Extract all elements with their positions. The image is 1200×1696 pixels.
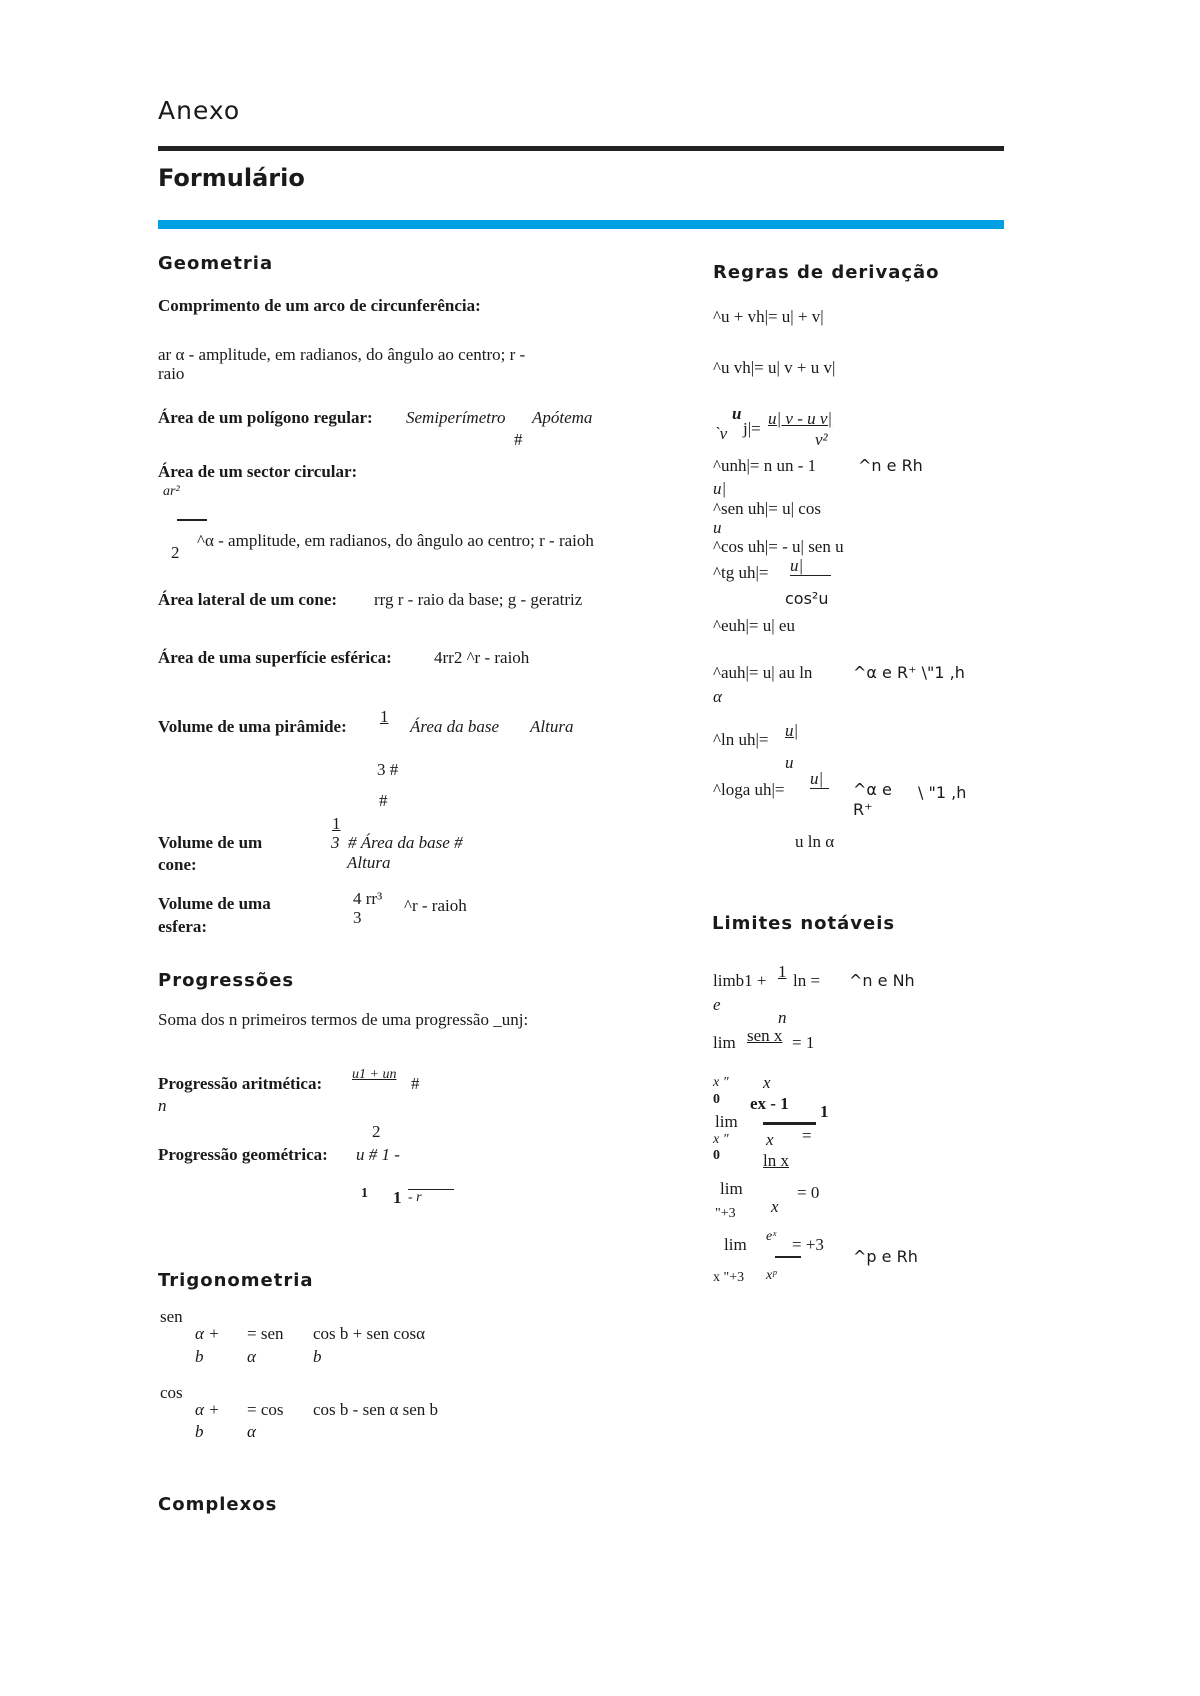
formula: ^u + vh|= u| + v| [713,307,824,326]
formula: 3 [353,908,362,927]
formula-label: Volume de uma pirâmide: [158,717,347,736]
formula: = cos [247,1400,284,1419]
formula: ^n e Nh [849,971,915,990]
formula: ^α e R⁺ \"1 ,h [853,663,965,682]
formula-label: Área de uma superfície esférica: [158,648,392,667]
formula: 1 [361,1186,368,1201]
formula: = sen [247,1324,284,1343]
formula: 1 [820,1102,829,1121]
formula: ar² [163,484,180,499]
section-heading: Limites notáveis [712,913,896,934]
formula: ^cos uh|= - u| sen u [713,537,844,556]
formula: α [713,687,722,706]
formula: eˣ [766,1229,777,1244]
formula: raio [158,364,185,383]
formula: 1 [380,707,389,726]
formula: ^n e Rh [858,456,923,475]
formula-label: Comprimento de um arco de circunferência: [158,296,481,315]
formula: 1 [778,962,787,981]
formula: 2 [372,1122,381,1141]
formula: ln x [763,1151,789,1170]
formula: j|= [743,419,761,438]
formula: e [713,995,721,1014]
formula: lim [724,1235,747,1254]
formula: # [379,791,388,810]
formula: = 0 [797,1183,820,1202]
formula-label: Progressão aritmética: [158,1074,323,1093]
formula: \ "1 ,h [918,783,967,802]
formula: α [247,1422,256,1441]
formula: b [195,1347,204,1366]
formula-label: cone: [158,855,197,874]
formula: # [514,430,523,449]
formula: `v [714,424,728,443]
formula: u [785,753,794,772]
formula: = [802,1126,812,1145]
formula: α [247,1347,256,1366]
formula: Apótema [532,408,593,427]
formula: u1 + un [352,1067,397,1082]
fraction-bar [177,519,207,521]
formula: v² [815,430,828,449]
section-heading: Geometria [158,253,274,274]
formula: ^euh|= u| eu [713,616,795,635]
formula: ^u vh|= u| v + u v| [713,358,836,377]
formula: rrg r - raio da base; g - geratriz [374,590,583,609]
formula: = +3 [792,1235,824,1254]
formula: lim [715,1112,738,1131]
formula: u| v - u v| [768,409,833,428]
accent-bar [158,220,1004,229]
formula: ^ln uh|= [713,730,769,749]
fraction-bar [775,1256,801,1258]
formula: sen [160,1307,183,1326]
formula-label: Área de um polígono regular: [158,408,373,427]
formula: Semiperímetro [406,408,506,427]
formula: xᵖ [766,1268,777,1283]
formula: cos b + sen cosα [313,1324,425,1343]
formula: u [713,518,722,537]
formula: n [778,1008,787,1027]
formula: 3 [331,833,340,852]
formula: u| [713,479,727,498]
formula: 1 [393,1188,402,1207]
formula: α + [195,1400,220,1419]
formula: sen x [747,1026,783,1045]
formula: x [763,1073,771,1092]
black-rule [158,146,1004,151]
formula-label: Área lateral de um cone: [158,590,338,609]
formula: x [766,1130,774,1149]
formula: n [158,1096,167,1115]
fraction-bar [763,1122,816,1125]
formula-label: Volume de um [158,833,263,852]
formula: 1 [332,814,341,833]
section-heading: Complexos [158,1494,278,1515]
formula: ^loga uh|= [713,780,785,799]
formula: Altura [347,853,391,872]
formula: cos²u [785,589,829,608]
formula: Altura [530,717,574,736]
formula: ex - 1 [750,1094,789,1113]
formula: - r [408,1189,454,1205]
formula: # [411,1074,420,1093]
formula: u| [785,721,799,740]
formula: x " [713,1132,729,1147]
formula: u # 1 - [356,1145,400,1164]
formula: ln = [793,971,821,990]
formula: u [732,404,742,423]
formula: ar α - amplitude, em radianos, do ângulo ao centro; r - [158,345,526,364]
formula: Área da base [410,717,500,736]
formula: limb1 + [713,971,767,990]
formula: ^auh|= u| au ln [713,663,813,682]
formula: # Área da base # [348,833,463,852]
section-heading: Regras de derivação [713,262,940,283]
formula: ^r - raioh [404,896,467,915]
formula-label: Área de um sector circular: [158,462,358,481]
formula-label: Soma dos n primeiros termos de uma progressão _unj: [158,1010,529,1029]
formula: b [195,1422,204,1441]
formula: u ln α [795,832,835,851]
formula: 4rr2 ^r - raioh [434,648,530,667]
formula: u| [810,770,829,789]
formula-label: Volume de uma [158,894,271,913]
formula: 2 [171,543,180,562]
formula: = 1 [792,1033,815,1052]
formula: ^unh|= n un - 1 [713,456,817,475]
formula: ^α - amplitude, em radianos, do ângulo ao centro; r - raioh [197,531,594,550]
formula: ^tg uh|= [713,563,769,582]
formula-label: Progressão geométrica: [158,1145,328,1164]
formula: ^sen uh|= u| cos [713,499,821,518]
formula: 0 [713,1148,720,1163]
page-title: Formulário [158,164,305,192]
formula: cos [160,1383,183,1402]
formula: x " [713,1075,729,1090]
formula: ^α e [853,780,892,799]
formula: R⁺ [853,800,873,819]
formula: 3 # [377,760,399,779]
formula: 0 [713,1092,720,1107]
formula: cos b - sen α sen b [313,1400,439,1419]
formula: x "+3 [713,1270,745,1285]
formula: ^p e Rh [853,1247,918,1266]
formula: lim [713,1033,736,1052]
formula: lim [720,1179,743,1198]
section-heading: Trigonometria [158,1270,314,1291]
formula: 4 rr³ [353,889,383,908]
formula-label: esfera: [158,917,208,936]
formula: b [313,1347,322,1366]
annex-heading: Anexo [158,96,241,125]
section-heading: Progressões [158,970,295,991]
formula: x [771,1197,779,1216]
formula: α + [195,1324,220,1343]
formula: u| [790,557,831,576]
formula: "+3 [715,1206,736,1221]
